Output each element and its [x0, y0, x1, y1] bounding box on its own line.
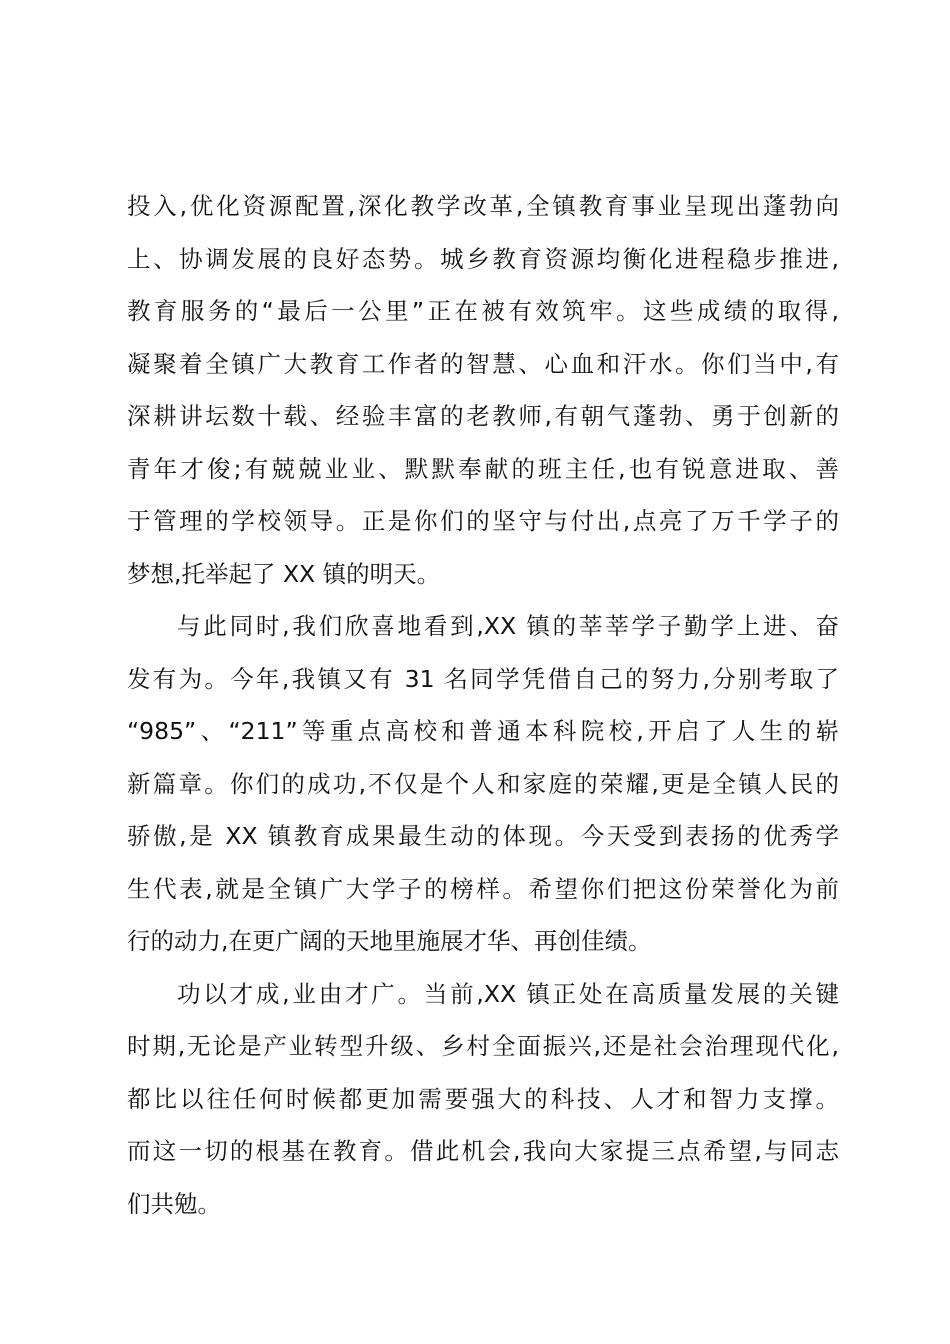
text-line: 骄傲,是 XX 镇教育成果最生动的体现。今天受到表扬的优秀学	[127, 822, 839, 850]
text-line: 与此同时,我们欣喜地看到,XX 镇的莘莘学子勤学上进、奋	[177, 612, 839, 640]
text-line: 生代表,就是全镇广大学子的榜样。希望你们把这份荣誉化为前	[127, 874, 839, 903]
text-line: 凝聚着全镇广大教育工作者的智慧、心血和汗水。你们当中,有	[127, 349, 839, 378]
text-line: 上、协调发展的良好态势。城乡教育资源均衡化进程稳步推进,	[127, 244, 839, 273]
text-line: 发有为。今年,我镇又有 31 名同学凭借自己的努力,分别考取了	[127, 664, 839, 693]
text-line: 于管理的学校领导。正是你们的坚守与付出,点亮了万千学子的	[127, 507, 839, 535]
text-line: 教育服务的“最后一公里”正在被有效筑牢。这些成绩的取得,	[127, 297, 839, 325]
text-line: 投入,优化资源配置,深化教学改革,全镇教育事业呈现出蓬勃向	[127, 192, 839, 220]
text-line: 们共勉。	[127, 1189, 221, 1218]
text-line: 而这一切的根基在教育。借此机会,我向大家提三点希望,与同志	[127, 1137, 839, 1165]
text-line: “985”、“211”等重点高校和普通本科院校,开启了人生的崭	[127, 717, 839, 745]
text-line: 新篇章。你们的成功,不仅是个人和家庭的荣耀,更是全镇人民的	[127, 769, 839, 798]
text-line: 时期,无论是产业转型升级、乡村全面振兴,还是社会治理现代化,	[127, 1032, 839, 1060]
text-line: 都比以往任何时候都更加需要强大的科技、人才和智力支撑。	[127, 1084, 839, 1113]
text-line: 深耕讲坛数十载、经验丰富的老教师,有朝气蓬勃、勇于创新的	[127, 402, 839, 430]
text-line: 青年才俊;有兢兢业业、默默奉献的班主任,也有锐意进取、善	[127, 454, 839, 483]
body-text	[127, 180, 839, 1230]
text-line: 行的动力,在更广阔的天地里施展才华、再创佳绩。	[127, 927, 652, 955]
text-line: 梦想,托举起了 XX 镇的明天。	[127, 559, 441, 588]
text-line: 功以才成,业由才广。当前,XX 镇正处在高质量发展的关键	[177, 979, 839, 1008]
